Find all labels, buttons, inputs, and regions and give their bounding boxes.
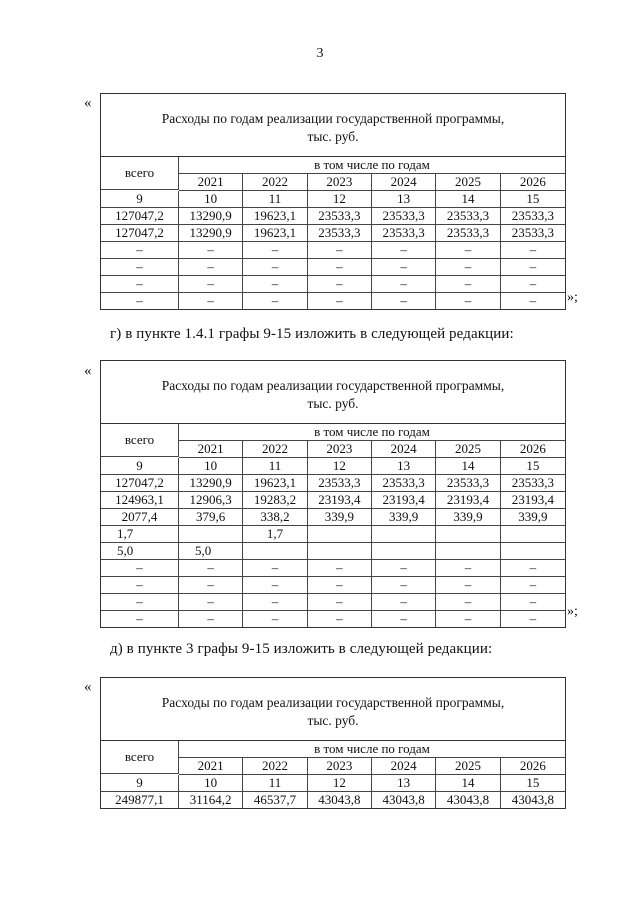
caption-line-2: тыс. руб.: [307, 396, 359, 411]
table-cell: 23533,3: [372, 225, 436, 242]
year-header: 2026: [501, 174, 565, 191]
table-cell: 13290,9: [179, 225, 243, 242]
caption-line-1: Расходы по годам реализации государственной программы,: [161, 111, 505, 126]
table-cell: [179, 526, 243, 543]
year-header: 2025: [436, 441, 500, 458]
table-cell: 124963,1: [101, 492, 179, 509]
table-cell: –: [372, 560, 436, 577]
table-cell: 379,6: [179, 509, 243, 526]
close-quote-2: »;: [567, 604, 578, 619]
table-cell: –: [529, 611, 537, 626]
table-cell: –: [372, 577, 436, 594]
table-cell: 1,7: [243, 526, 307, 543]
table-cell: –: [179, 577, 243, 594]
table-cell: 14: [436, 458, 500, 475]
table-cell: –: [436, 594, 500, 611]
years-header: в том числе по годам: [179, 424, 565, 441]
table-cell: –: [436, 293, 500, 309]
table-cell: –: [372, 259, 436, 276]
expenses-table-3: [100, 677, 566, 809]
table-cell: 23193,4: [501, 492, 565, 509]
table-cell: 23533,3: [501, 225, 565, 242]
table-cell: 249877,1: [101, 792, 179, 808]
total-header: всего: [101, 157, 179, 190]
table-cell: 43043,8: [308, 792, 372, 808]
year-header: 2021: [179, 758, 243, 775]
table-cell: 23533,3: [308, 475, 372, 492]
table-cell: –: [308, 293, 372, 309]
table-cell: 13: [372, 458, 436, 475]
table-caption: [101, 94, 565, 157]
table-cell: –: [243, 276, 307, 293]
table-cell: 23533,3: [436, 208, 500, 225]
table-cell: –: [436, 611, 500, 627]
year-header: 2024: [372, 441, 436, 458]
table-cell: 23533,3: [501, 475, 565, 492]
table-cell: 23533,3: [436, 475, 500, 492]
table-cell: –: [308, 577, 372, 594]
open-quote-3: «: [84, 679, 92, 695]
table-cell: 127047,2: [101, 225, 179, 242]
table-cell: 338,2: [243, 509, 307, 526]
years-header: в том числе по годам: [179, 741, 565, 758]
table-cell: –: [243, 293, 307, 309]
table-cell: –: [101, 276, 179, 293]
table-cell: 23533,3: [501, 208, 565, 225]
table-cell: 9: [101, 775, 179, 792]
caption-line-2: тыс. руб.: [307, 713, 359, 728]
table-cell: 19623,1: [243, 475, 307, 492]
table-cell: 9: [101, 458, 179, 475]
open-quote-2: «: [84, 363, 92, 379]
table-cell: 10: [179, 458, 243, 475]
table-cell: –: [501, 259, 565, 276]
table-cell: –: [243, 259, 307, 276]
table-cell: –: [529, 293, 537, 308]
year-header: 2024: [372, 174, 436, 191]
table-cell: –: [436, 259, 500, 276]
table-cell: –: [101, 259, 179, 276]
table-cell: –: [243, 242, 307, 259]
table-cell: –: [501, 594, 565, 611]
table-cell: 43043,8: [372, 792, 436, 808]
years-header: в том числе по годам: [179, 157, 565, 174]
year-header: 2023: [308, 758, 372, 775]
table-cell: 12: [308, 191, 372, 208]
table-cell: 19623,1: [243, 225, 307, 242]
table-cell: –: [308, 276, 372, 293]
table-cell: 127047,2: [101, 208, 179, 225]
table-cell: 13290,9: [179, 208, 243, 225]
table-cell: 12: [308, 458, 372, 475]
year-header: 2025: [436, 758, 500, 775]
table-cell: –: [179, 594, 243, 611]
table-cell: 23533,3: [436, 225, 500, 242]
table-cell: [308, 526, 372, 543]
expenses-table-1: [100, 93, 566, 310]
total-header: всего: [101, 741, 179, 774]
year-header: 2026: [501, 758, 565, 775]
table-cell: 10: [179, 191, 243, 208]
year-header: 2023: [308, 441, 372, 458]
table-cell: 13: [372, 775, 436, 792]
table-cell: 19623,1: [243, 208, 307, 225]
table-cell: 13: [372, 191, 436, 208]
table-cell: –: [101, 577, 179, 594]
table-cell: –: [436, 242, 500, 259]
table-cell: –: [179, 276, 243, 293]
table-cell: –: [101, 293, 179, 309]
table-cell: 23193,4: [436, 492, 500, 509]
close-quote-1: »;: [567, 290, 578, 305]
year-header: 2021: [179, 441, 243, 458]
table-cell: 11: [243, 775, 307, 792]
table-cell: –: [101, 560, 179, 577]
table-cell: –: [179, 293, 243, 309]
table-cell: –: [308, 611, 372, 627]
table-cell: 1,7: [101, 526, 179, 543]
table-cell: 11: [243, 458, 307, 475]
table-cell: –: [101, 611, 179, 627]
table-cell: –: [243, 611, 307, 627]
table-cell: 14: [436, 775, 500, 792]
table-cell: 2077,4: [101, 509, 179, 526]
table-cell: 19283,2: [243, 492, 307, 509]
table-cell: 13290,9: [179, 475, 243, 492]
year-header: 2022: [243, 758, 307, 775]
table-cell: 23533,3: [308, 225, 372, 242]
page-number: 3: [316, 46, 324, 61]
table-cell: 339,9: [436, 509, 500, 526]
table-cell: –: [179, 560, 243, 577]
table-cell: [501, 543, 565, 560]
table-cell: 43043,8: [436, 792, 500, 808]
table-cell: 31164,2: [179, 792, 243, 808]
table-cell: –: [308, 560, 372, 577]
table-cell: [372, 543, 436, 560]
table-cell: [501, 526, 565, 543]
table-cell: 43043,8: [511, 792, 554, 807]
table-cell: –: [243, 577, 307, 594]
year-header: 2025: [436, 174, 500, 191]
table-cell: –: [436, 560, 500, 577]
table-cell: [436, 526, 500, 543]
expenses-table-2: [100, 360, 566, 628]
table-cell: [243, 543, 307, 560]
table-cell: –: [179, 611, 243, 627]
table-cell: 23533,3: [308, 208, 372, 225]
table-cell: 11: [243, 191, 307, 208]
table-cell: 5,0: [101, 543, 179, 560]
table-cell: –: [436, 276, 500, 293]
table-cell: 15: [501, 775, 565, 792]
table-cell: –: [501, 577, 565, 594]
year-header: 2024: [372, 758, 436, 775]
table-cell: [372, 526, 436, 543]
table-cell: –: [501, 242, 565, 259]
table-cell: 15: [501, 191, 565, 208]
table-cell: –: [243, 594, 307, 611]
table-cell: [308, 543, 372, 560]
table-cell: –: [308, 259, 372, 276]
table-cell: 12906,3: [179, 492, 243, 509]
table-cell: 14: [436, 191, 500, 208]
table-cell: 12: [308, 775, 372, 792]
table-cell: 5,0: [179, 543, 243, 560]
table-cell: –: [372, 611, 436, 627]
open-quote-1: «: [84, 95, 92, 111]
table-cell: 10: [179, 775, 243, 792]
caption-line-2: тыс. руб.: [307, 129, 359, 144]
table-cell: 339,9: [308, 509, 372, 526]
caption-line-1: Расходы по годам реализации государственной программы,: [161, 378, 505, 393]
table-cell: –: [501, 560, 565, 577]
table-cell: [436, 543, 500, 560]
total-header: всего: [101, 424, 179, 457]
table-cell: –: [501, 276, 565, 293]
year-header: 2022: [243, 174, 307, 191]
table-cell: –: [179, 242, 243, 259]
table-cell: 46537,7: [243, 792, 307, 808]
table-cell: –: [179, 259, 243, 276]
table-cell: –: [372, 594, 436, 611]
table-grid: [101, 157, 565, 309]
table-cell: 15: [501, 458, 565, 475]
table-caption: [101, 361, 565, 424]
table-cell: –: [372, 242, 436, 259]
year-header: 2026: [501, 441, 565, 458]
year-header: 2021: [179, 174, 243, 191]
table-cell: 339,9: [372, 509, 436, 526]
table-cell: –: [436, 577, 500, 594]
table-cell: 127047,2: [101, 475, 179, 492]
table-cell: 9: [101, 191, 179, 208]
table-cell: 23193,4: [308, 492, 372, 509]
table-cell: 23193,4: [372, 492, 436, 509]
paragraph-d: д) в пункте 3 графы 9-15 изложить в следующей редакции:: [110, 641, 493, 657]
table-caption: [101, 678, 565, 741]
table-cell: –: [308, 594, 372, 611]
table-cell: –: [101, 594, 179, 611]
table-grid: [101, 741, 565, 808]
table-cell: –: [372, 276, 436, 293]
table-grid: [101, 424, 565, 627]
table-cell: 23533,3: [372, 475, 436, 492]
year-header: 2022: [243, 441, 307, 458]
table-cell: –: [101, 242, 179, 259]
table-cell: –: [243, 560, 307, 577]
year-header: 2023: [308, 174, 372, 191]
caption-line-1: Расходы по годам реализации государственной программы,: [161, 695, 505, 710]
table-cell: –: [372, 293, 436, 309]
table-cell: 339,9: [501, 509, 565, 526]
paragraph-g: г) в пункте 1.4.1 графы 9-15 изложить в следующей редакции:: [110, 326, 514, 342]
table-cell: –: [308, 242, 372, 259]
table-cell: 23533,3: [372, 208, 436, 225]
